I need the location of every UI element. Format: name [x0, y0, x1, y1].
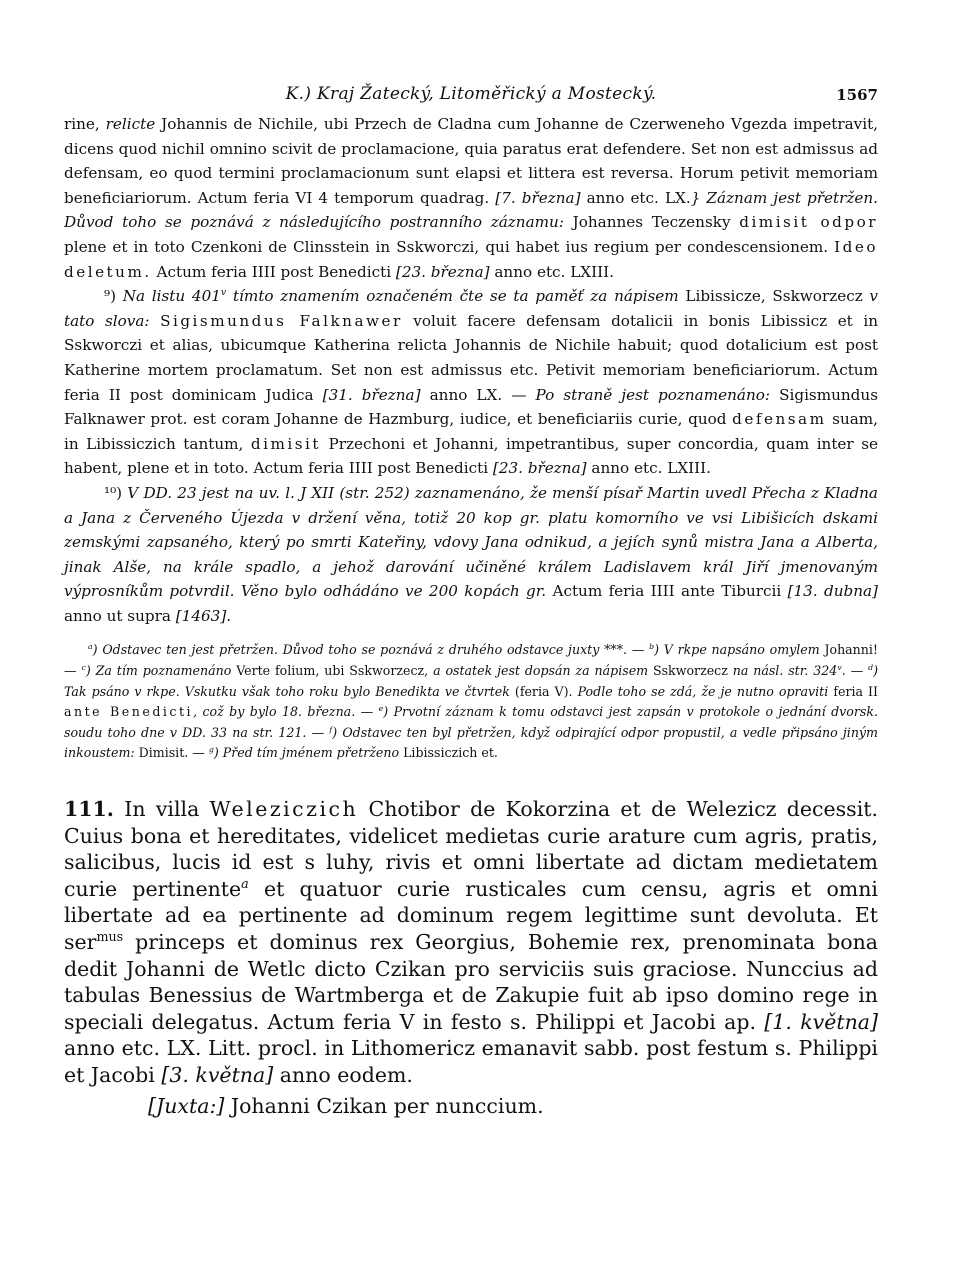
text-run: Chotibor de Kokorzina et de Welezicz decessit. Cuius bona et hereditates, videlicet medietas curie arature cum agris, pratis, salicibus, lucis id est s luhy, rivis et omni libertate ad dictam medietatem curie pertinente — [64, 797, 878, 901]
text-run: defensam — [732, 410, 827, 429]
text-run: [1463] — [175, 606, 227, 625]
footnote-marker: f — [329, 724, 333, 734]
text-run: ) Tak psáno v rkpe. Vskutku však toho roku bylo Benedikta ve čtvrtek — [64, 663, 878, 699]
text-run: anno etc. LX. Litt. procl. in Lithomericz emanavit sabb. post festum s. Philippi et Jacobi — [64, 1036, 878, 1087]
text-run: Przechoni et Johanni, impetrantibus, super concordia, quam inter se habent, plene et in toto. Actum feria IIII post Benedicti — [64, 434, 878, 478]
text-run: Johanni Czikan per nunccium. — [224, 1093, 544, 1118]
paragraph-note-9 — [64, 284, 878, 481]
text-run: V DD. 23 jest na uv. l. J XII (str. 252) zaznamenáno, že menší písař Martin uvedl Přecha z Kladna a Jana z Červeného Újezda v držení věna, totiž 20 kop gr. platu komorního ve vsi Libišicích dskami zemskými zapsaného, který po smrti Kateřiny, vdovy Jana odnikud, a jejích synů mistra Jana a Alberta, jinak Alše, na krále spadlo, a jehož darování učiněné králem Ladislavem král Jiří jmenovaným výprosníkům potvrdil. Věno bylo odhádáno ve 200 kopách gr. — [64, 483, 878, 601]
text-run: ante Benedicti — [64, 704, 194, 720]
page-number: 1567 — [836, 86, 878, 104]
text-run: et quatuor curie rusticales cum censu, agris et omni libertate ad ea pertinente ad dominum regem legittime sunt devoluta. Et ser — [64, 876, 878, 954]
text-run: feria II — [828, 683, 878, 699]
text-run: Po straně jest poznamenáno: — [535, 385, 771, 404]
text-run: [7. března] — [495, 188, 581, 207]
text-run: a ostatek jest dopsán za nápisem — [433, 663, 649, 679]
text-run: (feria V). — [509, 683, 578, 699]
text-run: na násl. str. 324 — [732, 663, 838, 679]
header-title: K.) Kraj Žatecký, Litoměřický a Mostecký. — [285, 84, 657, 104]
running-header — [64, 78, 878, 112]
text-run: Ideo deletum. — [64, 237, 878, 281]
text-run: ) Před tím jménem přetrženo — [213, 745, 400, 761]
text-run: Verte folium, ubi Sskworzecz, — [231, 663, 434, 679]
paragraph-continuation — [64, 112, 878, 284]
text-run: [1. května] — [764, 1009, 878, 1034]
text-run: Dimisit. — — [134, 745, 209, 761]
juxta-line — [64, 1093, 878, 1120]
text-run: v — [220, 287, 227, 299]
entry-paragraph — [64, 796, 878, 1089]
text-run: [31. března] — [322, 385, 421, 404]
text-run: plene et in toto Czenkoni de Clinsstein in Sskworczi, qui habet ius regium per condescensionem. — [64, 237, 835, 256]
entry-number: 111. — [64, 797, 114, 822]
text-run: Na listu 401 — [122, 287, 221, 306]
paragraph-note-10 — [64, 481, 878, 629]
footnotes — [64, 640, 878, 764]
footnote-marker: b — [649, 642, 655, 652]
text-run: ) Odstavec ten jest přetržen. Důvod toho se poznává z druhého odstavce juxty ***. — — [92, 642, 650, 658]
text-run: Johanni! — — [64, 642, 878, 679]
text-run: anno ut supra — [64, 606, 176, 625]
text-run: Sigismundus Falknawer prot. est coram Johanne de Hazmburg, iudice, et beneficiariis curie, quod — [64, 385, 878, 429]
text-run: anno LX. — — [420, 385, 536, 404]
text-run: anno etc. LXIII. — [489, 262, 614, 281]
text-run: Libissicze, Sskworzecz — [678, 287, 870, 306]
text-run: ) Za tím poznamenáno — [85, 663, 232, 679]
text-run: v tato slova: — [64, 287, 879, 330]
text-run: anno etc. LXIII. — [586, 459, 711, 478]
footnote-marker: g — [208, 745, 214, 755]
text-run: [23. března] — [395, 262, 490, 281]
text-run: Podle toho se zdá, že je nutno opraviti — [577, 683, 829, 699]
text-run: Johannis de Nichile, ubi Przech de Cladna cum Johanne de Czerweneho Vgezda impetravit, dicens quod nichil omnino scivit de proclamacione, quia paratus erat defendere. Set non est admissus ad defensam, eo quod termini proclamacionum sunt elapsi et littera est reversa. Horum petivit memoriam beneficiariorum. Actum feria VI 4 temporum quadrag. — [64, 115, 878, 207]
text-run: . — [226, 606, 232, 625]
text-run: dimisit odpor — [739, 213, 878, 232]
text-run: ¹⁰) — [104, 483, 128, 502]
text-run: Sigismundus Falknawer — [160, 311, 403, 330]
text-run: Actum feria IIII ante Tiburcii — [546, 582, 788, 601]
footnote-marker: d — [868, 662, 874, 672]
text-run: v — [837, 662, 842, 672]
text-run: Weleziczich — [209, 797, 359, 822]
footnote-marker: a — [241, 875, 249, 891]
text-run: . — — [841, 663, 869, 679]
text-run: anno eodem. — [273, 1062, 413, 1087]
text-run: voluit facere defensam dotalicii in bonis Libissicz et in Sskworczi et alias, ubicumque Katherina relicta Johannis de Nichile habuit; quod dotalicium est post Katherine mortem proclamatum. Set non est admissus etc. Petivit memoriam beneficiariorum. Actum feria II post dominicam Judica — [64, 311, 878, 404]
text-run: rine, — [64, 115, 106, 133]
footnote-marker: e — [378, 704, 384, 714]
text-run: suam, in Libissiczich tantum, — [64, 410, 879, 453]
text-run: In villa — [113, 797, 210, 822]
text-run: Actum feria IIII post Benedicti — [151, 262, 396, 281]
text-run: ) Odstavec ten byl přetržen, když odpirající odpor propustil, a vedle připsáno jiným inkoustem: — [64, 724, 878, 761]
juxta-label: [Juxta:] — [148, 1093, 225, 1118]
footnote-marker: c — [81, 662, 86, 672]
text-run: , což by bylo 18. března. — — [193, 704, 379, 720]
text-run: princeps et dominus rex Georgius, Bohemie rex, prenominata bona dedit Johanni de Wetlc dicto Czikan pro serviciis suis graciose. Nunccius ad tabulas Benessius de Wartmberga et de Zakupie fuit ab ipso domino rege in speciali delegatus. Actum feria V in festo s. Philippi et Jacobi ap. — [64, 930, 878, 1034]
text-run — [150, 312, 161, 330]
text-run: ) V rkpe napsáno omylem — [654, 642, 820, 658]
footnote-marker: a — [88, 642, 93, 652]
text-run: } Záznam jest přetržen. Důvod toho se poznává z následujícího postranního záznamu: — [64, 188, 878, 232]
text-run: [13. dubna] — [787, 582, 878, 601]
text-run: Johannes Teczensky — [563, 213, 740, 232]
text-run: dimisit — [250, 434, 321, 453]
text-run: mus — [96, 929, 124, 945]
footnote-block — [64, 640, 878, 764]
entry-111 — [64, 796, 878, 1119]
main-text — [64, 112, 878, 628]
text-run: ) Prvotní záznam k tomu odstavci jest zapsán v protokole o jednání dvorsk. soudu toho dne v DD. 33 na str. 121. — — [64, 704, 878, 740]
text-run: relicte — [105, 115, 156, 133]
text-run: Libissiczich et. — [399, 745, 498, 761]
text-run: anno etc. LX. — [580, 188, 691, 207]
text-run: [23. března] — [492, 459, 587, 478]
text-run: tímto znamením označeném čte se ta paměť za nápisem — [226, 287, 679, 306]
text-run: ⁹) — [104, 287, 123, 306]
text-run: [3. května] — [161, 1062, 274, 1087]
text-run: Sskworzecz — [648, 663, 733, 679]
